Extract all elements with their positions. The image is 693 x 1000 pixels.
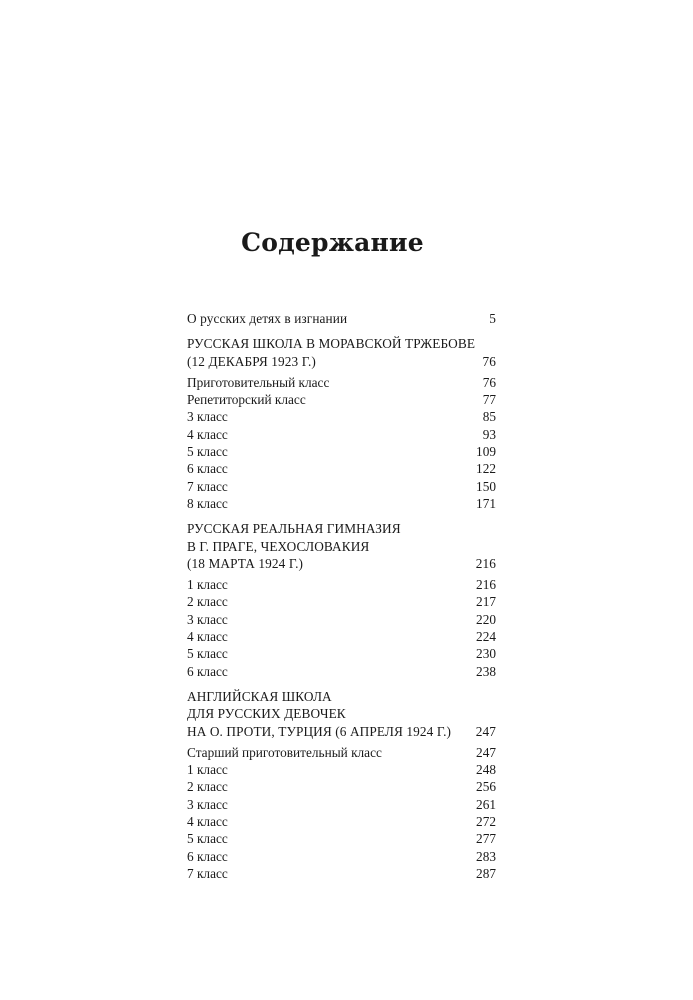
toc-section	[187, 688, 496, 882]
toc-section-heading-line	[187, 555, 496, 572]
toc-section-heading-text: РУССКАЯ РЕАЛЬНАЯ ГИМНАЗИЯ	[187, 521, 401, 537]
toc-page-number: 256	[476, 779, 496, 795]
toc-section-heading-text: О русских детях в изгнании	[187, 311, 348, 326]
toc-page-number: 230	[476, 646, 496, 662]
toc-page-number: 272	[476, 814, 496, 830]
toc-section-heading-text: В Г. ПРАГЕ, ЧЕХОСЛОВАКИЯ	[187, 538, 370, 554]
toc-entry	[187, 460, 496, 477]
toc-page-number: 109	[476, 444, 496, 460]
toc-entry-label: 6 класс	[187, 663, 228, 679]
toc-page-number: 248	[476, 762, 496, 778]
toc-entry	[187, 611, 496, 628]
toc-page-number: 122	[476, 461, 496, 477]
toc-entry-label: Старший приготовительный класс	[187, 744, 382, 760]
toc-section-heading-line	[187, 310, 496, 327]
toc-page-number: 287	[476, 865, 496, 881]
toc-entry-label: 2 класс	[187, 779, 228, 795]
toc-section-heading-line	[187, 353, 496, 370]
toc-entry-label: 3 класс	[187, 409, 228, 425]
toc-entry	[187, 426, 496, 443]
toc-entry	[187, 443, 496, 460]
page-title: Содержание	[241, 228, 424, 257]
toc-entry-list	[187, 744, 496, 882]
toc-section	[187, 520, 496, 680]
toc-entry	[187, 813, 496, 830]
toc-page-number: 261	[476, 796, 496, 812]
toc-entry	[187, 663, 496, 680]
toc-section-heading-line	[187, 705, 496, 722]
toc-section-heading-line	[187, 335, 496, 352]
toc-page-number: 77	[482, 392, 496, 408]
toc-entry	[187, 576, 496, 593]
toc-entry	[187, 391, 496, 408]
toc-entry	[187, 408, 496, 425]
toc-entry-label: 1 класс	[187, 577, 228, 593]
toc-section	[187, 310, 496, 327]
toc-entry	[187, 628, 496, 645]
toc-page-number: 216	[476, 577, 496, 593]
toc-entry	[187, 778, 496, 795]
toc-entry	[187, 761, 496, 778]
toc-page-number: 93	[482, 426, 496, 442]
toc-entry-label: 5 класс	[187, 646, 228, 662]
toc-entry-label: 6 класс	[187, 461, 228, 477]
toc-entry	[187, 645, 496, 662]
toc-entry	[187, 374, 496, 391]
toc-entry-label: 5 класс	[187, 444, 228, 460]
toc-entry	[187, 478, 496, 495]
toc-entry-label: 1 класс	[187, 762, 228, 778]
toc-section-heading-line	[187, 723, 496, 740]
toc-entry-label: 4 класс	[187, 426, 228, 442]
toc-page-number: 283	[476, 848, 496, 864]
toc-page-number: 76	[482, 374, 496, 390]
toc-entry-label: 3 класс	[187, 611, 228, 627]
toc-entry	[187, 744, 496, 761]
toc-page-number: 238	[476, 663, 496, 679]
toc-entry	[187, 865, 496, 882]
toc-section-heading-text: НА О. ПРОТИ, ТУРЦИЯ (6 АПРЕЛЯ 1924 Г.)	[187, 723, 452, 739]
toc-page-number: 217	[476, 594, 496, 610]
toc-page-number: 220	[476, 611, 496, 627]
toc-entry-label: Репетиторский класс	[187, 392, 306, 408]
toc-entry-label: 8 класс	[187, 495, 228, 511]
table-of-contents	[187, 310, 496, 882]
toc-entry	[187, 495, 496, 512]
toc-page-number: 76	[482, 353, 496, 369]
toc-page-number: 216	[475, 555, 496, 571]
toc-entry	[187, 796, 496, 813]
toc-page-number: 247	[475, 723, 496, 739]
toc-page-number: 150	[476, 478, 496, 494]
toc-entry-list	[187, 576, 496, 680]
toc-section-heading-text: (12 ДЕКАБРЯ 1923 Г.)	[187, 353, 316, 369]
toc-entry	[187, 593, 496, 610]
toc-section-heading-text: (18 МАРТА 1924 Г.)	[187, 555, 304, 571]
toc-page-number: 85	[482, 409, 496, 425]
toc-page-number: 247	[476, 744, 496, 760]
toc-section-heading-text: ДЛЯ РУССКИХ ДЕВОЧЕК	[187, 706, 346, 722]
toc-entry-list	[187, 374, 496, 512]
toc-page-number: 224	[476, 629, 496, 645]
toc-entry-label: 3 класс	[187, 796, 228, 812]
toc-page-number: 171	[476, 495, 496, 511]
toc-entry-label: 2 класс	[187, 594, 228, 610]
toc-entry	[187, 830, 496, 847]
toc-section	[187, 335, 496, 512]
toc-page-number: 5	[489, 311, 496, 326]
toc-section-heading-text: РУССКАЯ ШКОЛА В МОРАВСКОЙ ТРЖЕБОВЕ	[187, 336, 476, 352]
toc-page-number: 277	[476, 831, 496, 847]
toc-entry-label: 4 класс	[187, 814, 228, 830]
toc-entry-label: 4 класс	[187, 629, 228, 645]
toc-entry-label: 7 класс	[187, 865, 228, 881]
toc-entry-label: 7 класс	[187, 478, 228, 494]
toc-entry-label: 6 класс	[187, 848, 228, 864]
toc-entry-label: Приготовительный класс	[187, 374, 330, 390]
toc-section-heading-line	[187, 538, 496, 555]
toc-entry-label: 5 класс	[187, 831, 228, 847]
toc-section-heading-line	[187, 520, 496, 537]
toc-section-heading-text: АНГЛИЙСКАЯ ШКОЛА	[187, 688, 332, 704]
toc-section-heading-line	[187, 688, 496, 705]
toc-entry	[187, 848, 496, 865]
